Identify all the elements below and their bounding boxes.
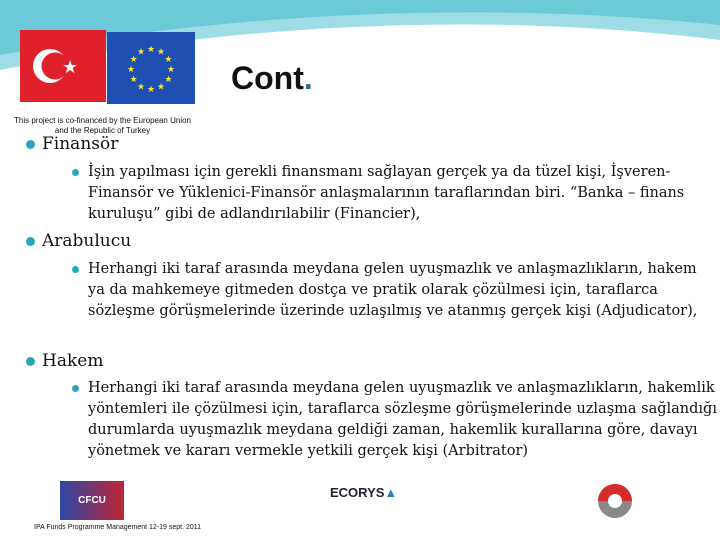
bullet-icon — [26, 357, 35, 366]
eu-star-icon: ★ — [167, 65, 176, 75]
term-finansor: Finansör — [42, 134, 118, 154]
bullet-icon — [26, 140, 35, 149]
turkey-flag — [20, 30, 106, 102]
cofinance-caption: This project is co-financed by the European Union and the Republic of Turkey — [14, 116, 191, 135]
eu-star-icon: ★ — [147, 85, 156, 95]
bullet-icon — [26, 237, 35, 246]
term-hakem: Hakem — [42, 351, 103, 371]
desc-hakem: Herhangi iki taraf arasında meydana gelen uyuşmazlık ve anlaşmazlıkların, hakemlik yöntemleri ile çözülmesi için, taraflarca sözleşme görüşmelerinde uzlaşma sağlandığı durumlarda uyuşmazlık meydana geldiği zaman, hakemlik kurallarına göre, davayı yönetmek ve kararı vermekle yetkili gerçek kişi (Arbitrator) — [72, 378, 718, 462]
ecorys-logo: ECORYS▲ — [330, 485, 398, 500]
bullet-icon — [72, 385, 79, 392]
eu-star-icon: ★ — [157, 82, 166, 93]
eu-star-icon: ★ — [147, 45, 156, 55]
slide-title: Cont. — [231, 60, 313, 96]
eu-star-icon: ★ — [137, 82, 146, 93]
eu-star-icon: ★ — [164, 55, 173, 65]
eu-star-icon: ★ — [129, 75, 138, 85]
svg-text:★: ★ — [62, 57, 79, 78]
eu-star-icon: ★ — [137, 47, 146, 58]
footer-text: IPA Funds Programme Management 12-19 sept. 2011 — [34, 524, 202, 531]
bullet-icon — [72, 266, 79, 273]
eu-flag — [107, 32, 195, 104]
eu-star-icon: ★ — [129, 55, 138, 65]
desc-finansor: İşin yapılması için gerekli finansmanı sağlayan gerçek ya da tüzel kişi, İşveren-Finansör ve Yüklenici-Finansör anlaşmalarının taraflarından biri. “Banka – finans kuruluşu” gibi de adlandırılabilir (Financier), — [72, 162, 718, 225]
desc-arabulucu: Herhangi iki taraf arasında meydana gelen uyuşmazlık ve anlaşmazlıkların, hakem ya da mahkemeye gitmeden dostça ve pratik olarak çözülmesi için, taraflarca sözleşme görüşmelerinde üzerinde uzlaşılmış ve atanmış gerçek kişi (Adjudicator), — [72, 259, 718, 322]
term-arabulucu: Arabulucu — [42, 231, 131, 251]
gear-logo — [585, 480, 645, 526]
bullet-icon — [72, 169, 79, 176]
eu-star-icon: ★ — [157, 47, 166, 58]
cfcu-logo: CFCU — [60, 481, 124, 520]
eu-star-icon: ★ — [164, 75, 173, 85]
eu-star-icon: ★ — [127, 65, 136, 75]
